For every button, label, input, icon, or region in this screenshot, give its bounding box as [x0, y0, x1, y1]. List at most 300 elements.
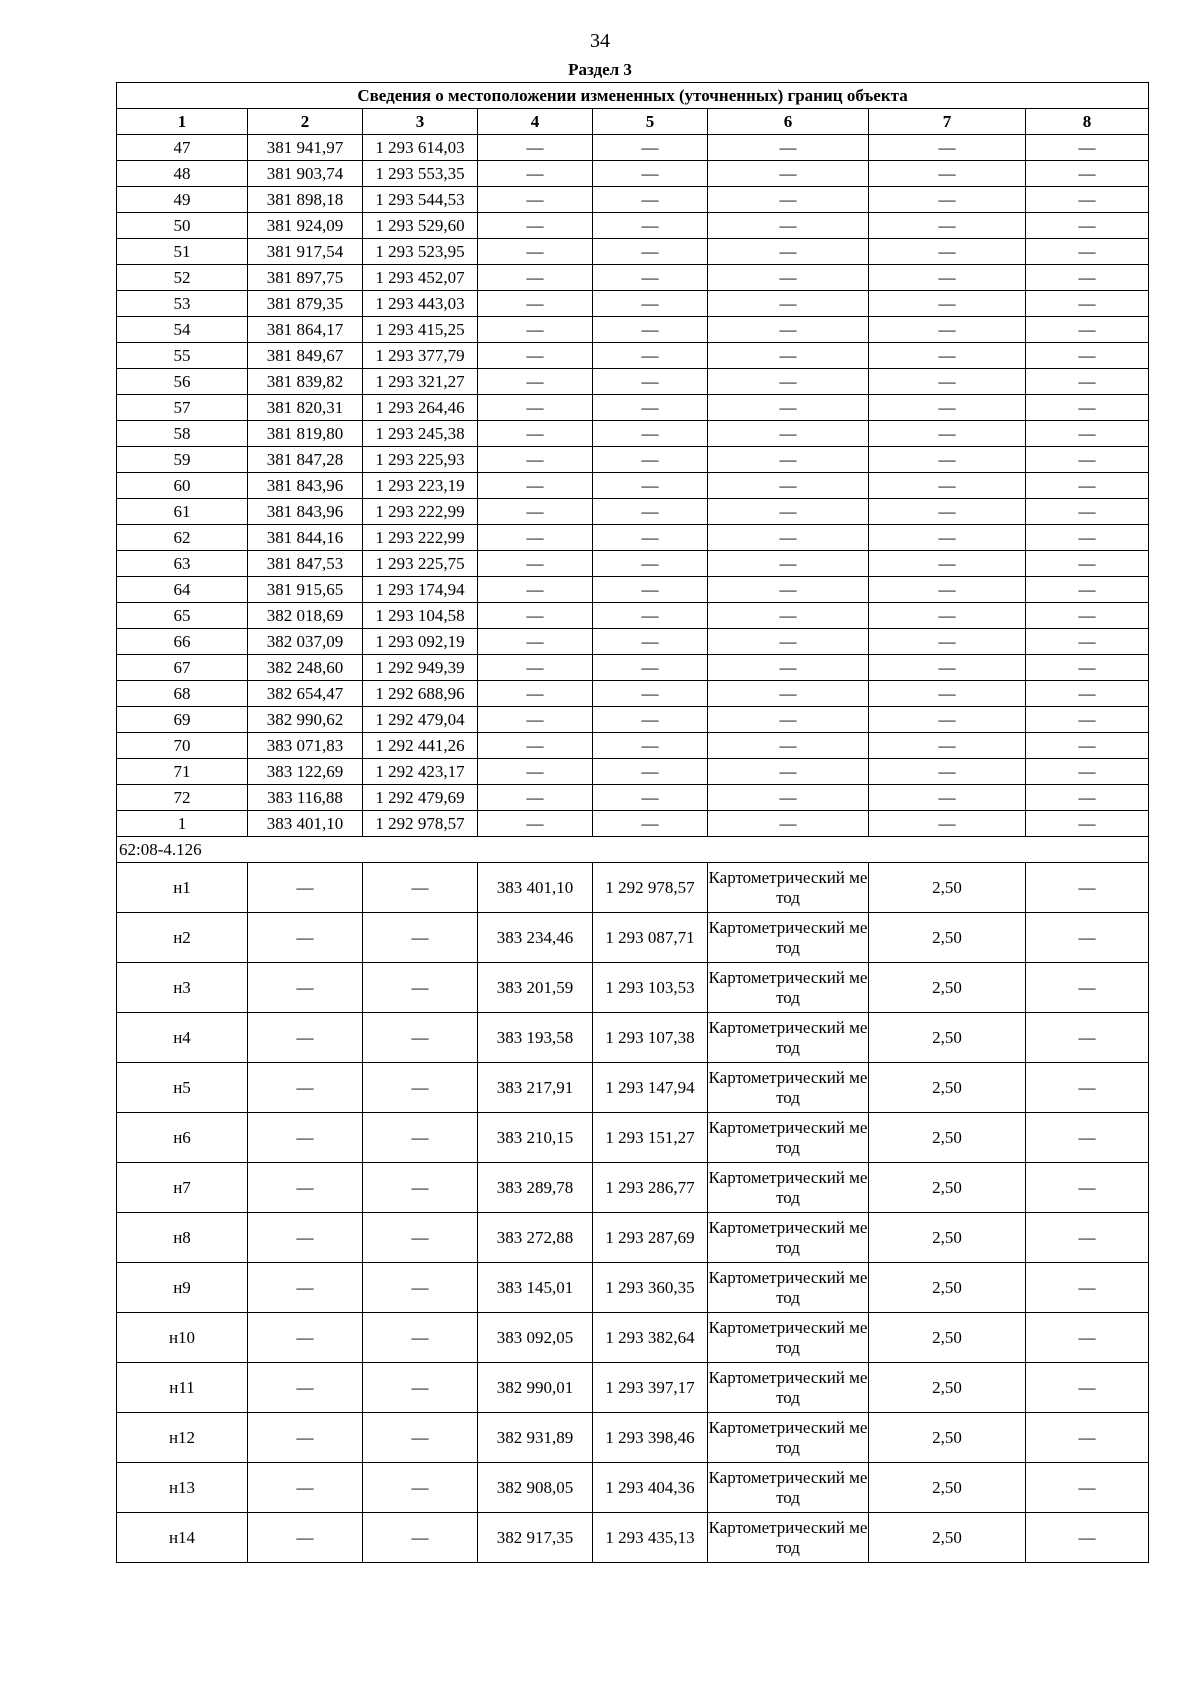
table-cell: 52: [117, 265, 248, 291]
table-cell: 383 289,78: [478, 1163, 593, 1213]
table-cell: 1 292 479,04: [363, 707, 478, 733]
table-cell: —: [708, 655, 869, 681]
table-cell: 382 917,35: [478, 1513, 593, 1563]
table-cell: 67: [117, 655, 248, 681]
table-cell: —: [1026, 1213, 1149, 1263]
table-cell: —: [478, 161, 593, 187]
table-cell: 382 990,01: [478, 1363, 593, 1413]
table-cell: —: [478, 447, 593, 473]
table-cell: —: [708, 213, 869, 239]
table-cell: 1 293 321,27: [363, 369, 478, 395]
table-cell: —: [708, 577, 869, 603]
table-cell: —: [363, 1463, 478, 1513]
table-cell: —: [1026, 161, 1149, 187]
table-cell: 1 292 978,57: [593, 863, 708, 913]
table-cell: —: [593, 161, 708, 187]
table-cell: —: [1026, 187, 1149, 213]
table-cell: —: [869, 421, 1026, 447]
table-cell: —: [708, 551, 869, 577]
table-cell: —: [478, 629, 593, 655]
table-cell: 383 210,15: [478, 1113, 593, 1163]
table-cell: —: [593, 213, 708, 239]
table-cell: —: [478, 707, 593, 733]
table-row: [117, 525, 1149, 551]
table-cell: —: [708, 395, 869, 421]
table-cell: 381 819,80: [248, 421, 363, 447]
table-cell: 64: [117, 577, 248, 603]
table-cell: 381 844,16: [248, 525, 363, 551]
table-cell: —: [593, 395, 708, 421]
table-cell: —: [869, 473, 1026, 499]
table-cell: —: [248, 863, 363, 913]
table-cell: 381 843,96: [248, 499, 363, 525]
table-cell: 1 293 452,07: [363, 265, 478, 291]
table-cell: 383 401,10: [248, 811, 363, 837]
table-cell: —: [593, 603, 708, 629]
table-row: [117, 655, 1149, 681]
table-cell: —: [869, 733, 1026, 759]
table-row: [117, 343, 1149, 369]
table-cell: —: [248, 1513, 363, 1563]
table-cell: —: [869, 239, 1026, 265]
table-cell: —: [478, 343, 593, 369]
table-cell: 1 293 553,35: [363, 161, 478, 187]
table-cell: 381 897,75: [248, 265, 363, 291]
table-cell: н9: [117, 1263, 248, 1313]
method-cell: Картометрический метод: [708, 963, 869, 1013]
table-cell: —: [593, 239, 708, 265]
table-cell: 49: [117, 187, 248, 213]
table-cell: —: [1026, 317, 1149, 343]
table-cell: 58: [117, 421, 248, 447]
table-cell: —: [478, 681, 593, 707]
table-cell: 1 293 174,94: [363, 577, 478, 603]
table-cell: 2,50: [869, 963, 1026, 1013]
column-number-row: [117, 109, 1149, 135]
table-cell: —: [869, 603, 1026, 629]
table-cell: —: [869, 785, 1026, 811]
table-cell: —: [708, 187, 869, 213]
table-cell: —: [593, 447, 708, 473]
table-cell: —: [478, 655, 593, 681]
table-row: [117, 239, 1149, 265]
table-cell: —: [593, 811, 708, 837]
table-cell: 383 201,59: [478, 963, 593, 1013]
table-cell: 383 193,58: [478, 1013, 593, 1063]
table-row: [117, 1213, 1149, 1263]
table-cell: —: [1026, 629, 1149, 655]
table-cell: —: [1026, 551, 1149, 577]
table-cell: 1 292 423,17: [363, 759, 478, 785]
table-cell: —: [869, 681, 1026, 707]
table-cell: —: [708, 265, 869, 291]
table-cell: —: [869, 655, 1026, 681]
table-cell: 2,50: [869, 1513, 1026, 1563]
table-cell: —: [869, 551, 1026, 577]
table-cell: —: [363, 1513, 478, 1563]
table-cell: 381 917,54: [248, 239, 363, 265]
table-cell: н8: [117, 1213, 248, 1263]
table-cell: 382 248,60: [248, 655, 363, 681]
table-cell: —: [1026, 785, 1149, 811]
table-cell: —: [478, 291, 593, 317]
table-cell: 65: [117, 603, 248, 629]
table-cell: —: [363, 963, 478, 1013]
table-cell: 2,50: [869, 1213, 1026, 1263]
table-cell: —: [1026, 963, 1149, 1013]
table-cell: —: [363, 1113, 478, 1163]
table-cell: н13: [117, 1463, 248, 1513]
table-cell: 2,50: [869, 1013, 1026, 1063]
table-cell: н11: [117, 1363, 248, 1413]
table-cell: 1 293 404,36: [593, 1463, 708, 1513]
table-row: [117, 551, 1149, 577]
method-cell: Картометрический метод: [708, 1013, 869, 1063]
table-cell: 383 234,46: [478, 913, 593, 963]
table-cell: 383 071,83: [248, 733, 363, 759]
table-cell: 381 941,97: [248, 135, 363, 161]
table-cell: —: [1026, 707, 1149, 733]
table-cell: —: [869, 395, 1026, 421]
table-cell: н12: [117, 1413, 248, 1463]
table-cell: —: [708, 421, 869, 447]
section-title: Раздел 3: [568, 60, 632, 79]
table-cell: —: [869, 811, 1026, 837]
column-number: 8: [1026, 109, 1149, 135]
table-cell: 1 292 978,57: [363, 811, 478, 837]
table-cell: —: [593, 655, 708, 681]
table-cell: 1 292 441,26: [363, 733, 478, 759]
method-cell: Картометрический метод: [708, 913, 869, 963]
table-cell: —: [1026, 239, 1149, 265]
page-number: 34: [590, 30, 610, 52]
table-cell: 63: [117, 551, 248, 577]
table-cell: —: [1026, 1163, 1149, 1213]
table-cell: 1 293 443,03: [363, 291, 478, 317]
table-cell: —: [869, 265, 1026, 291]
table-cell: 2,50: [869, 1313, 1026, 1363]
table-cell: —: [708, 733, 869, 759]
table-row: [117, 369, 1149, 395]
table-cell: —: [248, 1063, 363, 1113]
table-cell: —: [478, 577, 593, 603]
table-cell: 381 903,74: [248, 161, 363, 187]
table-cell: 2,50: [869, 1263, 1026, 1313]
table-cell: —: [708, 317, 869, 343]
table-cell: —: [869, 187, 1026, 213]
table-cell: 381 924,09: [248, 213, 363, 239]
table-row: [117, 265, 1149, 291]
column-number: 7: [869, 109, 1026, 135]
method-cell: Картометрический метод: [708, 1213, 869, 1263]
table-cell: —: [1026, 1113, 1149, 1163]
table-row: [117, 291, 1149, 317]
table-cell: 56: [117, 369, 248, 395]
table-cell: 48: [117, 161, 248, 187]
table-cell: —: [1026, 395, 1149, 421]
table-cell: —: [708, 785, 869, 811]
table-row: [117, 1463, 1149, 1513]
table-cell: —: [363, 1063, 478, 1113]
table-cell: —: [593, 733, 708, 759]
table-row: [117, 1063, 1149, 1113]
table-cell: —: [1026, 499, 1149, 525]
table-cell: —: [478, 135, 593, 161]
table-cell: —: [593, 525, 708, 551]
table-cell: —: [478, 603, 593, 629]
table-cell: —: [478, 239, 593, 265]
table-cell: 382 037,09: [248, 629, 363, 655]
table-cell: 1 293 264,46: [363, 395, 478, 421]
table-cell: 1 293 225,93: [363, 447, 478, 473]
table-cell: 2,50: [869, 863, 1026, 913]
table-cell: —: [708, 603, 869, 629]
table-cell: —: [708, 369, 869, 395]
table-cell: —: [708, 525, 869, 551]
table-cell: 1 293 360,35: [593, 1263, 708, 1313]
table-cell: —: [1026, 1363, 1149, 1413]
table-cell: 383 145,01: [478, 1263, 593, 1313]
table-row: [117, 811, 1149, 837]
table-cell: —: [593, 629, 708, 655]
table-cell: —: [869, 447, 1026, 473]
table-cell: н14: [117, 1513, 248, 1563]
table-cell: —: [1026, 681, 1149, 707]
table-cell: —: [363, 1413, 478, 1463]
table-cell: —: [248, 1363, 363, 1413]
table-cell: 382 931,89: [478, 1413, 593, 1463]
table-cell: —: [869, 629, 1026, 655]
table-caption-row: [117, 83, 1149, 109]
table-cell: —: [1026, 213, 1149, 239]
table-row: [117, 213, 1149, 239]
table-cell: —: [1026, 1313, 1149, 1363]
method-cell: Картометрический метод: [708, 1163, 869, 1213]
table-row: [117, 187, 1149, 213]
table-cell: 1 293 614,03: [363, 135, 478, 161]
table-row: [117, 603, 1149, 629]
table-cell: —: [478, 785, 593, 811]
table-cell: —: [869, 499, 1026, 525]
table-cell: —: [1026, 1063, 1149, 1113]
table-cell: —: [708, 239, 869, 265]
table-cell: н4: [117, 1013, 248, 1063]
table-row: [117, 1413, 1149, 1463]
table-cell: 1 293 287,69: [593, 1213, 708, 1263]
table-cell: —: [593, 759, 708, 785]
table-cell: —: [1026, 1013, 1149, 1063]
table-row: [117, 161, 1149, 187]
table-cell: —: [869, 317, 1026, 343]
table-row: [117, 1263, 1149, 1313]
table-cell: 2,50: [869, 1113, 1026, 1163]
table-body: [117, 83, 1149, 1563]
table-cell: 53: [117, 291, 248, 317]
table-row: [117, 759, 1149, 785]
table-cell: 382 990,62: [248, 707, 363, 733]
table-cell: —: [1026, 811, 1149, 837]
table-cell: —: [708, 473, 869, 499]
table-cell: —: [248, 1113, 363, 1163]
table-cell: 47: [117, 135, 248, 161]
table-row: [117, 785, 1149, 811]
table-cell: 1 293 222,99: [363, 499, 478, 525]
table-row: [117, 1363, 1149, 1413]
table-cell: —: [478, 811, 593, 837]
table-cell: —: [478, 421, 593, 447]
column-number: 2: [248, 109, 363, 135]
table-cell: —: [248, 1313, 363, 1363]
table-cell: —: [1026, 473, 1149, 499]
table-cell: 2,50: [869, 1413, 1026, 1463]
table-cell: 381 849,67: [248, 343, 363, 369]
table-cell: —: [363, 1263, 478, 1313]
table-row: [117, 1163, 1149, 1213]
table-cell: 381 847,28: [248, 447, 363, 473]
table-cell: —: [248, 1463, 363, 1513]
table-row: [117, 447, 1149, 473]
table-row: [117, 629, 1149, 655]
table-cell: 60: [117, 473, 248, 499]
table-cell: 62: [117, 525, 248, 551]
table-cell: —: [1026, 447, 1149, 473]
table-cell: —: [708, 135, 869, 161]
group-row: [117, 837, 1149, 863]
table-cell: —: [363, 913, 478, 963]
table-cell: 1 293 092,19: [363, 629, 478, 655]
table-row: [117, 1513, 1149, 1563]
table-cell: —: [593, 369, 708, 395]
table-caption: Сведения о местоположении измененных (уточненных) границ объекта: [117, 83, 1149, 109]
table-cell: —: [1026, 733, 1149, 759]
table-cell: н5: [117, 1063, 248, 1113]
table-cell: —: [593, 577, 708, 603]
table-cell: —: [363, 1013, 478, 1063]
table-cell: 54: [117, 317, 248, 343]
table-cell: —: [708, 759, 869, 785]
table-cell: 1 293 087,71: [593, 913, 708, 963]
table-cell: 383 116,88: [248, 785, 363, 811]
table-cell: 381 898,18: [248, 187, 363, 213]
cadastral-number-label: 62:08-4.126: [117, 837, 1149, 863]
table-cell: 1 292 479,69: [363, 785, 478, 811]
table-cell: —: [478, 187, 593, 213]
table-cell: —: [1026, 1263, 1149, 1313]
table-cell: —: [1026, 603, 1149, 629]
table-cell: 383 122,69: [248, 759, 363, 785]
table-cell: —: [363, 1363, 478, 1413]
table-cell: —: [1026, 863, 1149, 913]
table-cell: —: [593, 265, 708, 291]
table-cell: 381 843,96: [248, 473, 363, 499]
method-cell: Картометрический метод: [708, 1313, 869, 1363]
table-cell: н3: [117, 963, 248, 1013]
table-cell: —: [869, 161, 1026, 187]
table-cell: —: [708, 343, 869, 369]
table-cell: —: [478, 525, 593, 551]
table-cell: —: [248, 1013, 363, 1063]
table-cell: 57: [117, 395, 248, 421]
table-cell: 383 401,10: [478, 863, 593, 913]
table-cell: 1 293 286,77: [593, 1163, 708, 1213]
table-cell: н10: [117, 1313, 248, 1363]
table-cell: 2,50: [869, 1363, 1026, 1413]
table-cell: 1 293 245,38: [363, 421, 478, 447]
table-cell: —: [478, 317, 593, 343]
table-cell: —: [1026, 421, 1149, 447]
method-cell: Картометрический метод: [708, 1113, 869, 1163]
boundary-table: [116, 82, 1149, 1563]
method-cell: Картометрический метод: [708, 1063, 869, 1113]
column-number: 5: [593, 109, 708, 135]
table-cell: —: [593, 187, 708, 213]
table-cell: —: [593, 707, 708, 733]
table-row: [117, 707, 1149, 733]
method-cell: Картометрический метод: [708, 1463, 869, 1513]
table-cell: н1: [117, 863, 248, 913]
table-cell: —: [1026, 343, 1149, 369]
table-cell: 66: [117, 629, 248, 655]
table-row: [117, 421, 1149, 447]
table-cell: н7: [117, 1163, 248, 1213]
column-number: 4: [478, 109, 593, 135]
table-cell: —: [708, 681, 869, 707]
table-row: [117, 963, 1149, 1013]
table-cell: 1 293 147,94: [593, 1063, 708, 1113]
table-row: [117, 499, 1149, 525]
table-cell: 382 018,69: [248, 603, 363, 629]
table-cell: —: [593, 473, 708, 499]
table-cell: 2,50: [869, 1163, 1026, 1213]
table-cell: —: [478, 551, 593, 577]
table-cell: —: [1026, 525, 1149, 551]
table-row: [117, 863, 1149, 913]
table-cell: н6: [117, 1113, 248, 1163]
table-cell: —: [1026, 655, 1149, 681]
table-cell: —: [708, 447, 869, 473]
column-number: 3: [363, 109, 478, 135]
method-cell: Картометрический метод: [708, 863, 869, 913]
table-cell: —: [478, 213, 593, 239]
table-row: [117, 577, 1149, 603]
table-cell: —: [869, 213, 1026, 239]
table-cell: 1 293 104,58: [363, 603, 478, 629]
table-cell: 1 293 223,19: [363, 473, 478, 499]
table-cell: —: [478, 473, 593, 499]
table-cell: 381 879,35: [248, 291, 363, 317]
table-cell: 1 293 397,17: [593, 1363, 708, 1413]
table-cell: —: [1026, 759, 1149, 785]
table-cell: —: [1026, 369, 1149, 395]
table-cell: 383 217,91: [478, 1063, 593, 1113]
table-cell: —: [708, 291, 869, 317]
table-cell: 51: [117, 239, 248, 265]
table-cell: —: [708, 811, 869, 837]
table-cell: 381 847,53: [248, 551, 363, 577]
table-cell: —: [869, 759, 1026, 785]
table-cell: 1 293 222,99: [363, 525, 478, 551]
table-cell: —: [869, 577, 1026, 603]
table-cell: —: [869, 707, 1026, 733]
table-cell: —: [1026, 1413, 1149, 1463]
method-cell: Картометрический метод: [708, 1363, 869, 1413]
table-cell: 61: [117, 499, 248, 525]
table-cell: —: [869, 369, 1026, 395]
column-number: 1: [117, 109, 248, 135]
table-cell: 383 272,88: [478, 1213, 593, 1263]
table-row: [117, 317, 1149, 343]
table-row: [117, 1013, 1149, 1063]
